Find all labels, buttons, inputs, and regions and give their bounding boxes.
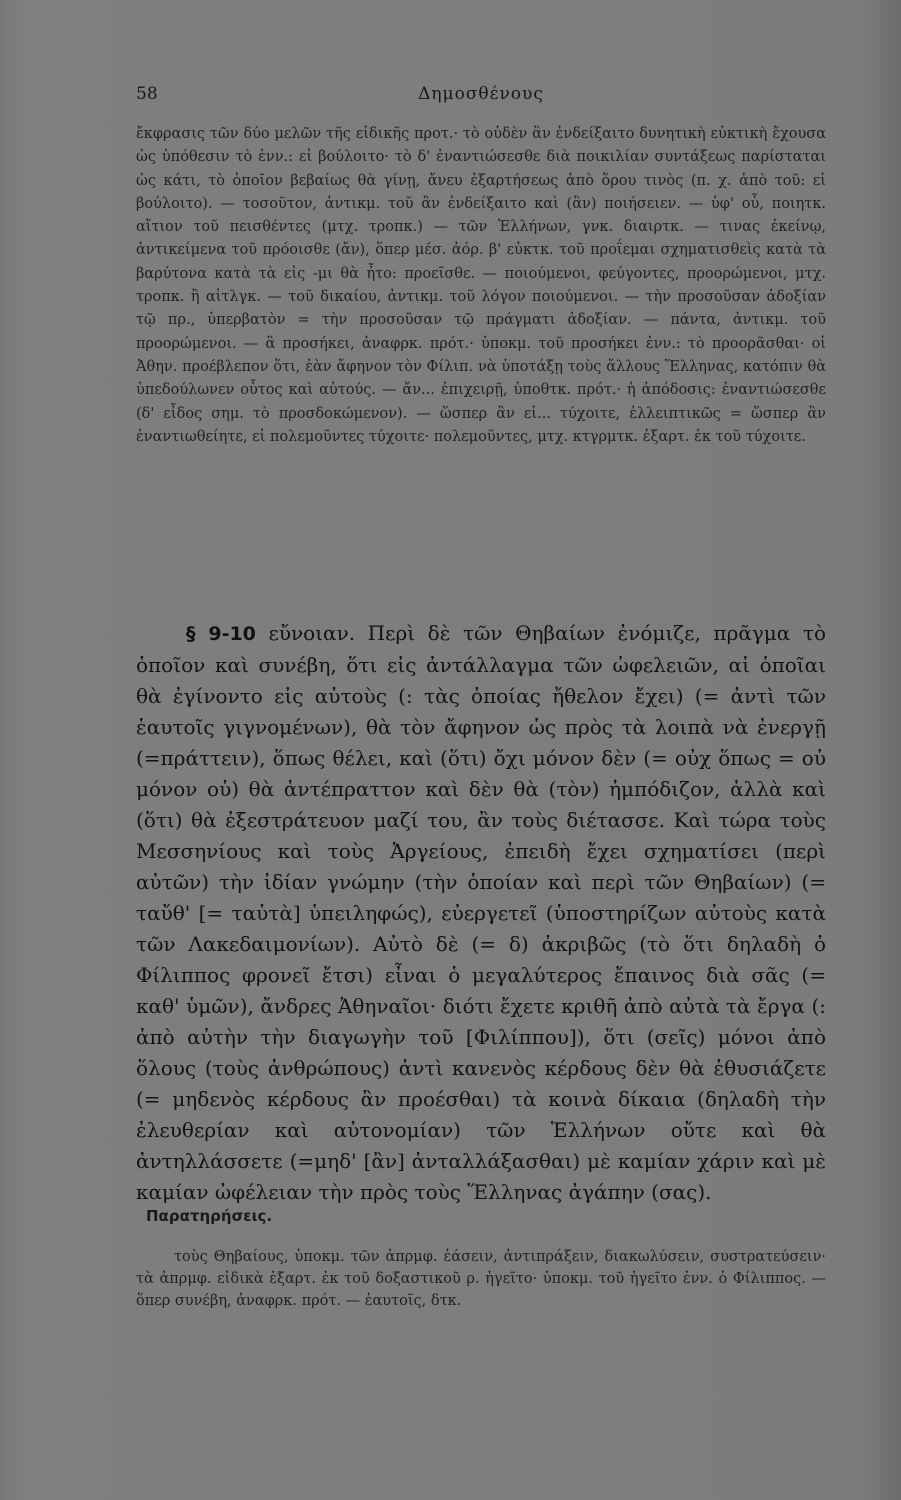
section-label: § 9-10 (186, 623, 256, 645)
page-number: 58 (136, 84, 158, 104)
section-commentary (136, 618, 826, 1208)
commentary-text: εὔνοιαν. Περὶ δὲ τῶν Θηβαίων ἐνόμιζε, πρᾶγμα τὸ ὁποῖον καὶ συνέβη, ὅτι εἰς ἀντάλλαγμα τῶν ὠφελειῶν, αἱ ὁποῖαι θὰ ἐγίνοντο εἰς αὐτοὺς (: τὰς ὁποίας ἤθελον ἔχει) (= ἀντὶ τῶν ἑαυτοῖς γιγνομένων), θὰ τὸν ἄφηνον ὡς πρὸς τὰ λοιπὰ νὰ ἐνεργῇ (=πράττειν), ὅπως θέλει, καὶ (ὅτι) ὄχι μόνον δὲν (= οὐχ ὅπως = οὐ μόνον οὐ) θὰ ἀντέπραττον καὶ δὲν θὰ (τὸν) ἠμπόδιζον, ἀλλὰ καὶ (ὅτι) θὰ ἐξεστράτευον μαζί του, ἂν τοὺς διέτασσε. Καὶ τώρα τοὺς Μεσσηνίους καὶ τοὺς Ἀργείους, ἐπειδὴ ἔχει σχηματίσει (περὶ αὐτῶν) τὴν ἰδίαν γνώμην (τὴν ὁποίαν καὶ περὶ τῶν Θηβαίων) (= ταὔθ' [= ταὐτὰ] ὑπειληφώς), εὐεργετεῖ (ὑποστηρίζων αὐτοὺς κατὰ τῶν Λακεδαιμονίων). Αὐτὸ δὲ (= δ) ἀκριβῶς (τὸ ὅτι δηλαδὴ ὁ Φίλιππος φρονεῖ ἔτσι) εἶναι ὁ μεγαλύτερος ἔπαινος διὰ σᾶς (= καθ' ὑμῶν), ἄνδρες Ἀθηναῖοι· διότι ἔχετε κριθῆ ἀπὸ αὐτὰ τὰ ἔργα (: ἀπὸ αὐτὴν τὴν διαγωγὴν τοῦ [Φιλίππου]), ὅτι (σεῖς) μόνοι ἀπὸ ὅλους (τοὺς ἀνθρώπους) ἀντὶ κανενὸς κέρδους δὲν θὰ ἐθυσιάζετε (= μηδενὸς κέρδους ἂν προέσθαι) τὰ κοινὰ δίκαια (δηλαδὴ τὴν ἐλευθερίαν καὶ αὐτονομίαν) τῶν Ἑλλήνων οὔτε καὶ θὰ ἀντηλλάσσετε (=μηδ' [ἂν] ἀνταλλάξασθαι) μὲ καμίαν χάριν καὶ μὲ καμίαν ὠφέλειαν τὴν πρὸς τοὺς Ἕλληνας ἀγάπην (σας). (136, 621, 826, 1204)
remarks-heading: Παρατηρήσεις. (146, 1207, 273, 1225)
remarks-paragraph: τοὺς Θηβαίους, ὑποκμ. τῶν ἀπρμφ. ἐάσειν, ἀντιπράξειν, διακωλύσειν, συστρατεύσειν· τὰ ἀπρμφ. εἰδικὰ ἐξαρτ. ἐκ τοῦ δοξαστικοῦ ρ. ἡγεῖτο· ὑποκμ. τοῦ ἡγεῖτο ἐνν. ὁ Φίλιππος. — ὅπερ συνέβη, ἀναφρκ. πρότ. — ἑαυτοῖς, δτκ. (136, 1249, 826, 1309)
page-header (136, 84, 826, 114)
notes-paragraph: ἔκφρασις τῶν δύο μελῶν τῆς εἰδικῆς προτ.· τὸ οὐδὲν ἂν ἐνδείξαιτο δυνητικὴ εὐκτικὴ ἔχουσα ὡς ὑπόθεσιν τὸ ἐνν.: εἰ βούλοιτο· τὸ δ' ἐναντιώσεσθε διὰ ποικιλίαν συντάξεως παρίσταται ὡς κάτι, τὸ ὁποῖον βεβαίως θὰ γίνῃ, ἄνευ ἐξαρτήσεως ἀπὸ ὅρου τινὸς (π. χ. ἀπὸ τοῦ: εἰ βούλοιτο). — τοσοῦτον, ἀντικμ. τοῦ ἂν ἐνδείξαιτο καὶ (ἂν) ποιήσειεν. — ὑφ' οὗ, ποιητκ. αἴτιον τοῦ πεισθέντες (μτχ. τροπκ.) — τῶν Ἑλλήνων, γνκ. διαιρτκ. — τινας ἐκείνῳ, ἀντικείμενα τοῦ πρόοισθε (ἄν), ὅπερ μέσ. ἀόρ. β' εὐκτκ. τοῦ προΐεμαι σχηματισθεὶς κατὰ τὰ βαρύτονα κατὰ τὰ εἰς -μι θὰ ἦτο: προεῖσθε. — ποιούμενοι, φεύγοντες, προορώμενοι, μτχ. τροπκ. ἢ αἰτλγκ. — τοῦ δικαίου, ἀντικμ. τοῦ λόγον ποιούμενοι. — τὴν προσοῦσαν ἀδοξίαν τῷ πρ., ὑπερβατὸν = τὴν προσοῦσαν τῷ πράγματι ἀδοξίαν. — πάντα, ἀντικμ. τοῦ προορώμενοι. — ἃ προσήκει, ἀναφρκ. πρότ.· ὑποκμ. τοῦ προσήκει ἐνν.: τὸ προορᾶσθαι· οἱ Ἀθην. προέβλεπον ὅτι, ἐὰν ἄφηνον τὸν Φίλιπ. νὰ ὑποτάξῃ τοὺς ἄλλους Ἕλληνας, κατόπιν θὰ ὑπεδούλωνεν οὗτος καὶ αὐτούς. — ἄν... ἐπιχειρῇ, ὑποθτκ. πρότ.· ἡ ἀπόδοσις: ἐναντιώσεσθε (δ' εἶδος σημ. τὸ προσδοκώμενον). — ὥσπερ ἂν εἰ... τύχοιτε, ἐλλειπτικῶς = ὥσπερ ἂν ἐναντιωθείητε, εἰ πολεμοῦντες τύχοιτε· πολεμοῦντες, μτχ. κτγρμτκ. ἐξαρτ. ἐκ τοῦ τύχοιτε. (136, 126, 826, 445)
grammar-notes (136, 123, 826, 449)
remarks (136, 1246, 826, 1312)
commentary-paragraph (136, 618, 826, 1208)
running-title: Δημοσθένους (418, 84, 544, 104)
